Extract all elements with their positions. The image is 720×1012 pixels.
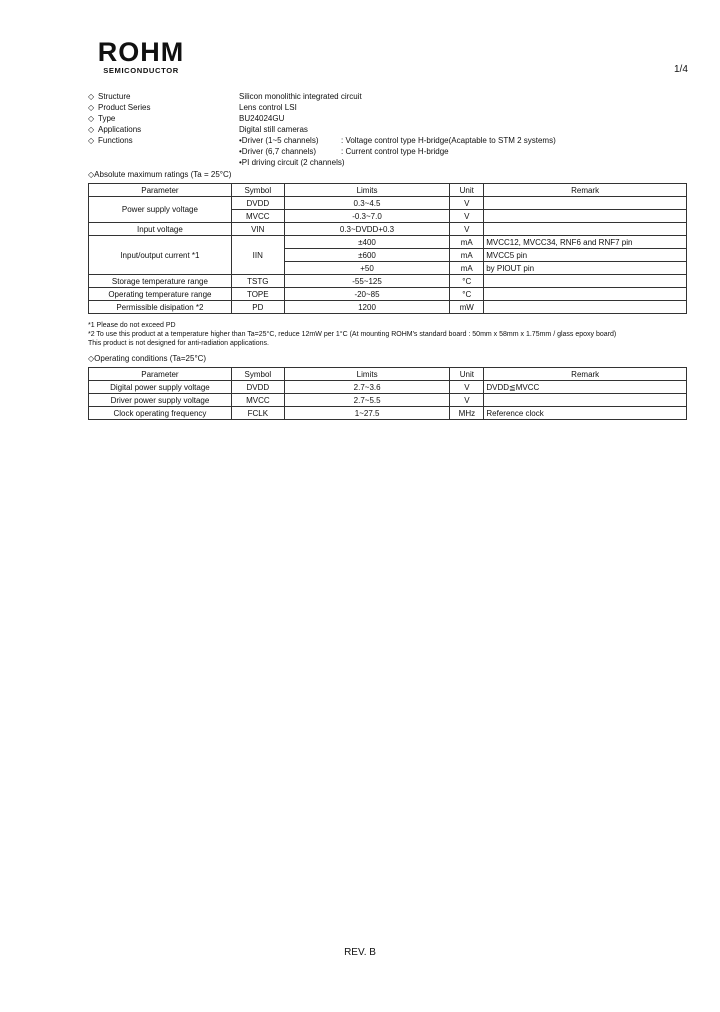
param-cell: Input voltage [89, 223, 232, 236]
symbol-cell: VIN [231, 223, 284, 236]
table-row [89, 407, 687, 420]
unit-cell: mW [450, 301, 484, 314]
table-header-row [89, 368, 687, 381]
info-value: BU24024GU [239, 114, 285, 123]
param-cell: Permissible disipation *2 [89, 301, 232, 314]
param-cell: Input/output current *1 [89, 236, 232, 275]
diamond-bullet-icon: ◇ [88, 170, 95, 179]
info-label: Applications [98, 125, 142, 134]
function-name: •Driver (1~5 channels) [239, 136, 319, 145]
unit-cell: °C [450, 275, 484, 288]
limits-cell: 1200 [284, 301, 450, 314]
table-row [89, 381, 687, 394]
function-desc: : Current control type H-bridge [341, 147, 449, 156]
header-cell: Limits [284, 184, 450, 197]
table-row [89, 236, 687, 249]
header-cell: Limits [284, 368, 450, 381]
remark-cell [484, 275, 687, 288]
limits-cell: -0.3~7.0 [284, 210, 450, 223]
diamond-bullet-icon: ◇ [88, 125, 95, 134]
symbol-cell: IIN [231, 236, 284, 275]
remark-cell [484, 197, 687, 210]
info-value: Lens control LSI [239, 103, 297, 112]
info-value: Digital still cameras [239, 125, 308, 134]
header-cell: Remark [484, 184, 687, 197]
limits-cell: +50 [284, 262, 450, 275]
unit-cell: mA [450, 262, 484, 275]
limits-cell: 0.3~DVDD+0.3 [284, 223, 450, 236]
note-line: This product is not designed for anti-radiation applications. [88, 340, 269, 347]
logo-main-text: ROHM [97, 37, 185, 67]
table-row [89, 223, 687, 236]
remark-cell [484, 301, 687, 314]
symbol-cell: MVCC [231, 394, 284, 407]
limits-cell: ±400 [284, 236, 450, 249]
logo-sub-text: SEMICONDUCTOR [103, 66, 179, 75]
table-row [89, 197, 687, 210]
remark-cell: MVCC5 pin [484, 249, 687, 262]
symbol-cell: PD [231, 301, 284, 314]
param-cell: Digital power supply voltage [89, 381, 232, 394]
symbol-cell: TSTG [231, 275, 284, 288]
function-name: •PI driving circuit (2 channels) [239, 158, 345, 167]
rohm-logo [88, 38, 194, 75]
info-label: Type [98, 114, 116, 123]
unit-cell: mA [450, 249, 484, 262]
unit-cell: MHz [450, 407, 484, 420]
abs-max-notes [88, 321, 616, 348]
op-cond-title [88, 354, 206, 363]
remark-cell: Reference clock [484, 407, 687, 420]
table-row [89, 394, 687, 407]
symbol-cell: TOPE [231, 288, 284, 301]
unit-cell: V [450, 197, 484, 210]
unit-cell: V [450, 381, 484, 394]
revision-label: REV. B [344, 947, 376, 958]
symbol-cell: MVCC [231, 210, 284, 223]
param-cell: Clock operating frequency [89, 407, 232, 420]
note-line: *1 Please do not exceed PD [88, 322, 176, 329]
remark-cell [484, 210, 687, 223]
header-cell: Symbol [231, 368, 284, 381]
op-cond-table [88, 367, 687, 420]
table-row [89, 301, 687, 314]
remark-cell: by PIOUT pin [484, 262, 687, 275]
remark-cell: DVDD≦MVCC [484, 381, 687, 394]
diamond-bullet-icon: ◇ [88, 136, 95, 145]
header-cell: Remark [484, 368, 687, 381]
header-cell: Unit [450, 184, 484, 197]
function-name: •Driver (6,7 channels) [239, 147, 317, 156]
info-label: Structure [98, 92, 131, 101]
functions-label: Functions [98, 136, 133, 145]
abs-max-table [88, 183, 687, 314]
param-cell: Driver power supply voltage [89, 394, 232, 407]
diamond-bullet-icon: ◇ [88, 103, 95, 112]
header-cell: Symbol [231, 184, 284, 197]
symbol-cell: DVDD [231, 381, 284, 394]
symbol-cell: FCLK [231, 407, 284, 420]
limits-cell: -20~85 [284, 288, 450, 301]
remark-cell [484, 288, 687, 301]
table-row [89, 275, 687, 288]
unit-cell: V [450, 223, 484, 236]
function-desc: : Voltage control type H-bridge(Acaptable to STM 2 systems) [341, 136, 556, 145]
abs-max-title [88, 170, 231, 179]
note-line: *2 To use this product at a temperature higher than Ta=25°C, reduce 12mW per 1°C (At mounting ROHM's standard board : 50mm x 58mm x 1.75mm / glass epoxy board) [88, 331, 617, 338]
limits-cell: 2.7~3.6 [284, 381, 450, 394]
limits-cell: 0.3~4.5 [284, 197, 450, 210]
page-number: 1/4 [674, 64, 688, 75]
symbol-cell: DVDD [231, 197, 284, 210]
limits-cell: 1~27.5 [284, 407, 450, 420]
remark-cell [484, 394, 687, 407]
table-header-row [89, 184, 687, 197]
param-cell: Operating temperature range [89, 288, 232, 301]
unit-cell: V [450, 210, 484, 223]
remark-cell: MVCC12, MVCC34, RNF6 and RNF7 pin [484, 236, 687, 249]
remark-cell [484, 223, 687, 236]
header-cell: Parameter [89, 368, 232, 381]
header-cell: Unit [450, 368, 484, 381]
info-label: Product Series [98, 103, 151, 112]
unit-cell: V [450, 394, 484, 407]
abs-max-title-text: Absolute maximum ratings (Ta = 25°C) [94, 170, 232, 179]
param-cell: Storage temperature range [89, 275, 232, 288]
diamond-bullet-icon: ◇ [88, 354, 95, 363]
unit-cell: °C [450, 288, 484, 301]
diamond-bullet-icon: ◇ [88, 114, 95, 123]
header-cell: Parameter [89, 184, 232, 197]
limits-cell: 2.7~5.5 [284, 394, 450, 407]
diamond-bullet-icon: ◇ [88, 92, 95, 101]
param-cell: Power supply voltage [89, 197, 232, 223]
limits-cell: -55~125 [284, 275, 450, 288]
table-row [89, 288, 687, 301]
limits-cell: ±600 [284, 249, 450, 262]
info-value: Silicon monolithic integrated circuit [239, 92, 362, 101]
unit-cell: mA [450, 236, 484, 249]
op-cond-title-text: Operating conditions (Ta=25°C) [94, 354, 207, 363]
